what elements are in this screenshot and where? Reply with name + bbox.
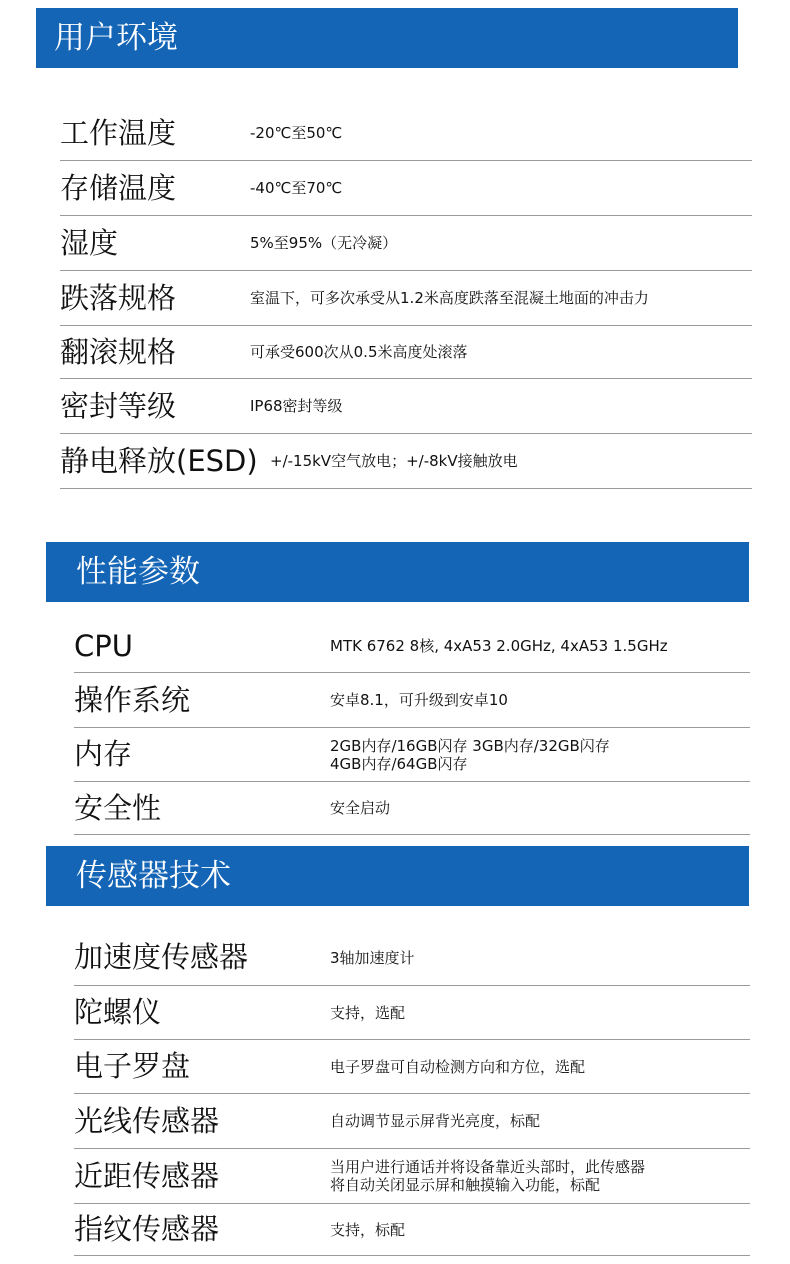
spec-label: 安全性 (74, 790, 162, 825)
spec-value: 支持，选配 (330, 1003, 406, 1022)
spec-row-tumble (60, 326, 752, 379)
spec-label: 内存 (74, 737, 133, 771)
spec-label: 翻滚规格 (60, 334, 177, 369)
spec-row-security (74, 782, 750, 835)
spec-row-sealing (60, 379, 752, 434)
spec-value: 室温下，可多次承受从1.2米高度跌落至混凝土地面的冲击力 (250, 289, 649, 307)
spec-value: 电子罗盘可自动检测方向和方位，选配 (330, 1057, 586, 1076)
spec-label: 静电释放(ESD) (60, 443, 258, 478)
spec-value: +/-15kV空气放电；+/-8kV接触放电 (270, 452, 518, 470)
spec-row-storage-temp (60, 161, 752, 216)
section-banner-performance (46, 542, 749, 602)
spec-label: 指纹传感器 (74, 1212, 220, 1246)
spec-value: 可承受600次从0.5米高度处滚落 (250, 343, 468, 361)
spec-label: 加速度传感器 (74, 940, 249, 974)
spec-row-humidity (60, 216, 752, 271)
spec-value: 自动调节显示屏背光亮度，标配 (330, 1112, 541, 1130)
spec-value: 5%至95%（无冷凝） (250, 234, 398, 252)
spec-label: CPU (74, 628, 133, 663)
spec-row-proximity-sensor (74, 1149, 750, 1204)
spec-value: 当用户进行通话并将设备靠近头部时，此传感器 将自动关闭显示屏和触摸输入功能，标配 (330, 1158, 646, 1194)
spec-row-light-sensor (74, 1094, 750, 1149)
spec-row-drop (60, 271, 752, 326)
spec-value: 3轴加速度计 (330, 948, 415, 967)
spec-row-os (74, 673, 750, 728)
section-title: 传感器技术 (76, 857, 231, 894)
spec-label: 湿度 (60, 225, 119, 260)
spec-value: 安卓8.1，可升级到安卓10 (330, 691, 508, 709)
spec-row-gyroscope (74, 986, 750, 1040)
spec-row-compass (74, 1040, 750, 1094)
spec-label: 近距传感器 (74, 1158, 220, 1193)
spec-row-fingerprint (74, 1204, 750, 1256)
section-title: 用户环境 (54, 19, 178, 56)
spec-row-cpu (74, 620, 750, 673)
spec-label: 光线传感器 (74, 1103, 220, 1138)
spec-label: 跌落规格 (60, 280, 177, 315)
spec-label: 存储温度 (60, 170, 177, 205)
spec-row-accelerometer (74, 930, 750, 986)
section-title: 性能参数 (76, 553, 200, 590)
spec-label: 电子罗盘 (74, 1049, 191, 1083)
spec-value: -40℃至70℃ (250, 179, 343, 197)
spec-label: 陀螺仪 (74, 995, 162, 1029)
spec-row-esd (60, 434, 752, 489)
spec-label: 工作温度 (60, 115, 177, 150)
spec-value: 安全启动 (330, 799, 391, 817)
spec-value: 支持，标配 (330, 1220, 406, 1239)
section-banner-sensors (46, 846, 749, 906)
spec-label: 操作系统 (74, 682, 191, 717)
section-banner-environment (36, 8, 738, 68)
spec-row-memory (74, 728, 750, 782)
spec-label: 密封等级 (60, 388, 177, 423)
spec-value: 2GB内存/16GB闪存 3GB内存/32GB闪存 4GB内存/64GB闪存 (330, 736, 610, 773)
spec-value: -20℃至50℃ (250, 124, 343, 142)
spec-row-operating-temp (60, 106, 752, 161)
spec-value: MTK 6762 8核, 4xA53 2.0GHz, 4xA53 1.5GHz (330, 637, 668, 655)
spec-value: IP68密封等级 (250, 397, 343, 415)
